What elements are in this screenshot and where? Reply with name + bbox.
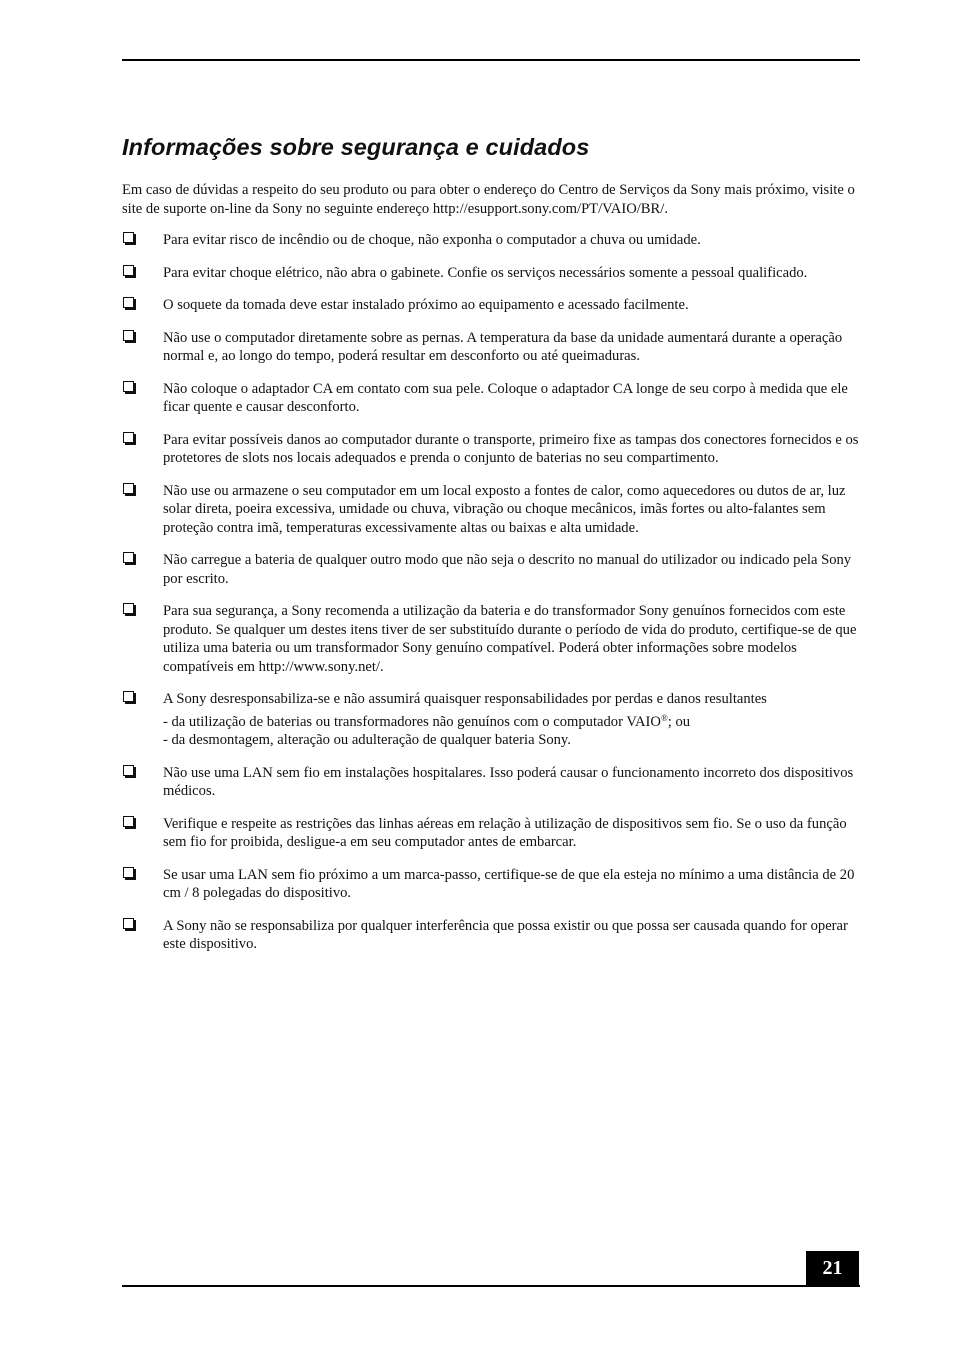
checkbox-bullet-icon [123,330,134,341]
checkbox-bullet-icon [123,483,134,494]
checkbox-bullet-icon [123,381,134,392]
intro-paragraph: Em caso de dúvidas a respeito do seu produto ou para obter o endereço do Centro de Serviços da Sony mais próximo, visite o site de suporte on-line da Sony no seguinte endereço http://esupport.sony.com/PT/VAIO/BR/. [122,182,855,217]
page-title: Informações sobre segurança e cuidados [122,134,590,160]
list-item [122,551,862,588]
list-item-text: Para evitar risco de incêndio ou de choque, não exponha o computador a chuva ou umidade. [163,232,701,248]
safety-list [122,231,862,968]
checkbox-bullet-icon [123,552,134,563]
list-item [122,231,862,250]
list-item [122,917,862,954]
checkbox-bullet-icon [123,816,134,827]
list-item [122,329,862,366]
checkbox-bullet-icon [123,265,134,276]
checkbox-bullet-icon [123,918,134,929]
list-item-text: Para evitar possíveis danos ao computador durante o transporte, primeiro fixe as tampas dos conectores fornecidos e os protetores de slots nos locais adequados e prenda o conjunto de baterias no seu compartimento. [163,431,859,466]
list-item-text: Não carregue a bateria de qualquer outro modo que não seja o descrito no manual do utilizador ou indicado pela Sony por escrito. [163,552,852,587]
list-item-text: O soquete da tomada deve estar instalado próximo ao equipamento e acessado facilmente. [163,297,689,313]
list-item [122,264,862,283]
disclaimer-text: A Sony desresponsabiliza-se e não assumirá quaisquer responsabilidades por perdas e danos resultantes [163,691,767,707]
checkbox-bullet-icon [123,232,134,243]
footer-rule [122,1285,860,1287]
list-item-text: Se usar uma LAN sem fio próximo a um marca-passo, certifique-se de que ela esteja no mínimo a uma distância de 20 cm / 8 polegadas do dispositivo. [163,866,855,901]
checkbox-bullet-icon [123,432,134,443]
checkbox-bullet-icon [123,867,134,878]
list-item-disclaimer [122,690,862,750]
disclaimer-subline-1-end: ; ou [667,713,691,730]
list-item-text: A Sony não se responsabiliza por qualquer interferência que possa existir ou que possa ser causada quando for operar este dispositivo. [163,917,848,952]
registered-mark: ® [660,712,668,723]
list-item-text: Não use ou armazene o seu computador em um local exposto a fontes de calor, como aquecedores ou dutos de ar, luz solar direta, poeira excessiva, umidade ou chuva, vibração ou choque mecânicos, imãs fortes ou alto-falantes sem proteção contra imã, temperaturas excessivamente altas ou baixas e alta umidade. [163,482,846,536]
list-item-text: Verifique e respeite as restrições das linhas aéreas em relação à utilização de dispositivos sem fio. Se o uso da função sem fio for proibida, desligue-a em seu computador antes de embarcar. [163,815,847,850]
list-item [122,482,862,538]
list-item-text: Para evitar choque elétrico, não abra o gabinete. Confie os serviços necessários somente a pessoal qualificado. [163,264,808,281]
list-item [122,380,862,417]
list-item-text: Para sua segurança, a Sony recomenda a utilização da bateria e do transformador Sony genuínos fornecidos com este produto. Se qualquer um destes itens tiver de ser substituído durante o período de vida do produto, certifique-se de que utiliza uma bateria ou um transformador Sony genuíno compatível. Poderá obter informações sobre modelos compatíveis em http://www.sony.net/. [163,603,857,675]
checkbox-bullet-icon [123,765,134,776]
list-item [122,296,862,315]
header-rule [122,59,860,61]
list-item-text: Não use o computador diretamente sobre as pernas. A temperatura da base da unidade aumentará durante a operação normal e, ao longo do tempo, poderá resultar em desconforto ou até queimaduras. [163,329,843,364]
checkbox-bullet-icon [123,691,134,702]
page-number: 21 [806,1251,859,1286]
list-item-text: Não coloque o adaptador CA em contato com sua pele. Coloque o adaptador CA longe de seu corpo à medida que ele ficar quente e causar desconforto. [163,380,848,415]
list-item-text: Não use uma LAN sem fio em instalações hospitalares. Isso poderá causar o funcionamento incorreto dos dispositivos médicos. [163,764,854,799]
list-item [122,764,862,801]
list-item [122,602,862,676]
disclaimer-subline-2: - da desmontagem, alteração ou adulteração de qualquer bateria Sony. [163,732,571,748]
checkbox-bullet-icon [123,297,134,308]
checkbox-bullet-icon [123,603,134,614]
list-item [122,815,862,852]
list-item [122,866,862,903]
disclaimer-subline-1-text: - da utilização de baterias ou transformadores não genuínos com o computador VAIO [163,713,661,730]
disclaimer-subline-1 [163,713,862,732]
list-item [122,431,862,468]
